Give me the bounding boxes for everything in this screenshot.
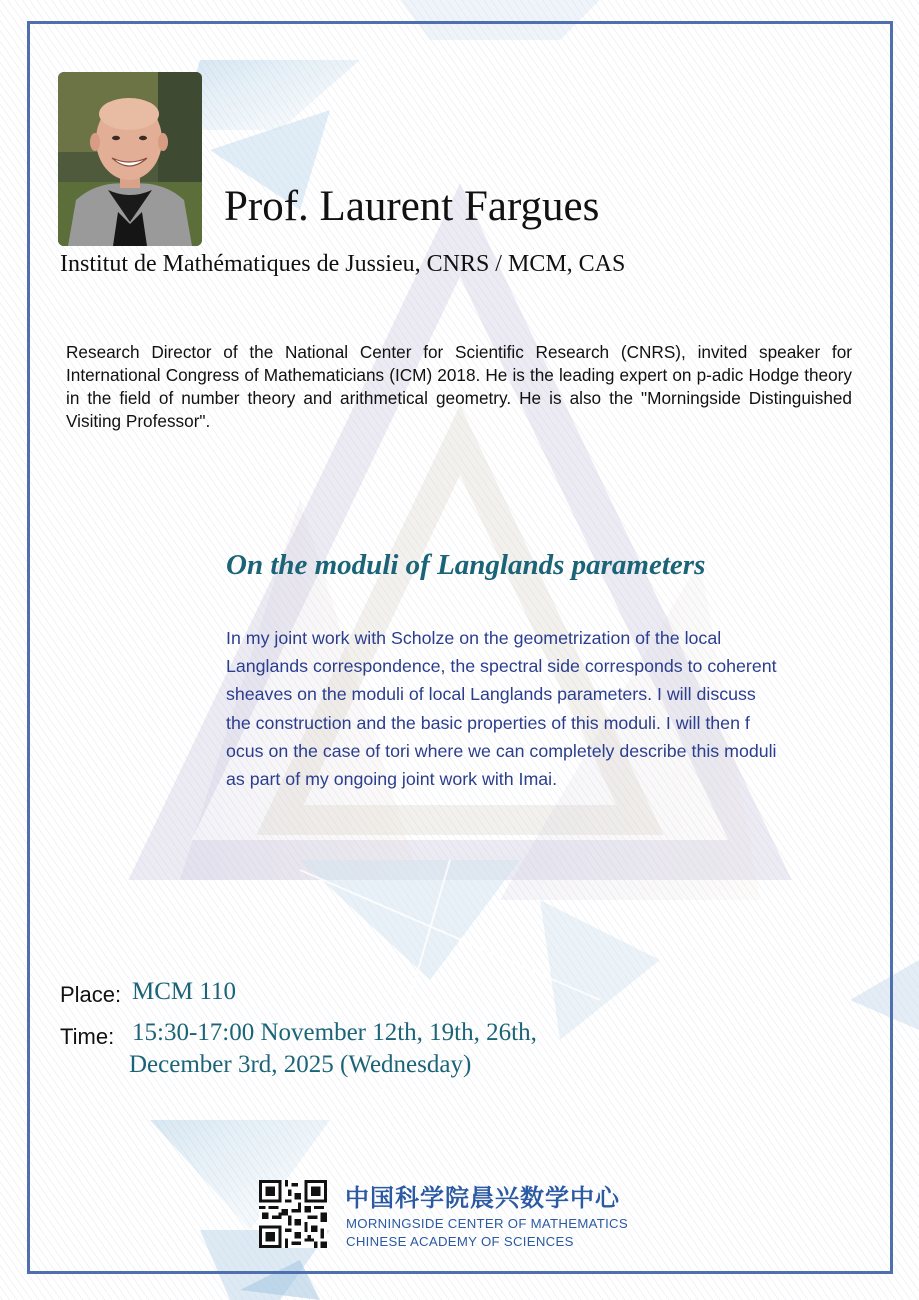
abstract-line: as part of my ongoing joint work with Imai. <box>226 769 558 790</box>
speaker-photo <box>58 72 202 246</box>
speaker-name: Prof. Laurent Fargues <box>224 183 600 230</box>
institute-logo-chinese: 中国科学院晨兴数学中心 <box>345 1184 620 1212</box>
abstract-line: Langlands correspondence, the spectral side corresponds to coherent <box>226 656 777 677</box>
place-label: Place: <box>60 982 122 1007</box>
institute-name-line1: MORNINGSIDE CENTER OF MATHEMATICS <box>346 1216 628 1231</box>
abstract-line: the construction and the basic properties of this moduli. I will then f <box>226 712 750 733</box>
qr-code-icon <box>259 1180 327 1248</box>
talk-abstract <box>226 624 854 793</box>
speaker-photo-icon <box>58 72 202 246</box>
abstract-line: ocus on the case of tori where we can completely describe this moduli <box>226 740 777 761</box>
abstract-line: In my joint work with Scholze on the geometrization of the local <box>226 628 722 648</box>
time-value-line2: December 3rd, 2025 (Wednesday) <box>129 1051 472 1078</box>
speaker-bio: Research Director of the National Center for Scientific Research (CNRS), invited speaker for International Congress of Mathematicians (ICM) 2018. He is the leading expert on p-adic Hodge theory in the field of number theory and arithmetical geometry. He is also the "Morningside Distinguished Visiting Professor". <box>66 342 852 431</box>
institute-name-line2: CHINESE ACADEMY OF SCIENCES <box>346 1234 574 1249</box>
time-value-line1: 15:30-17:00 November 12th, 19th, 26th, <box>132 1019 537 1046</box>
place-value: MCM 110 <box>132 978 236 1005</box>
time-label: Time: <box>60 1024 115 1049</box>
abstract-line: sheaves on the moduli of local Langlands parameters. I will discuss <box>226 684 756 705</box>
speaker-affiliation: Institut de Mathématiques de Jussieu, CNRS / MCM, CAS <box>60 251 626 277</box>
talk-title: On the moduli of Langlands parameters <box>226 549 706 581</box>
